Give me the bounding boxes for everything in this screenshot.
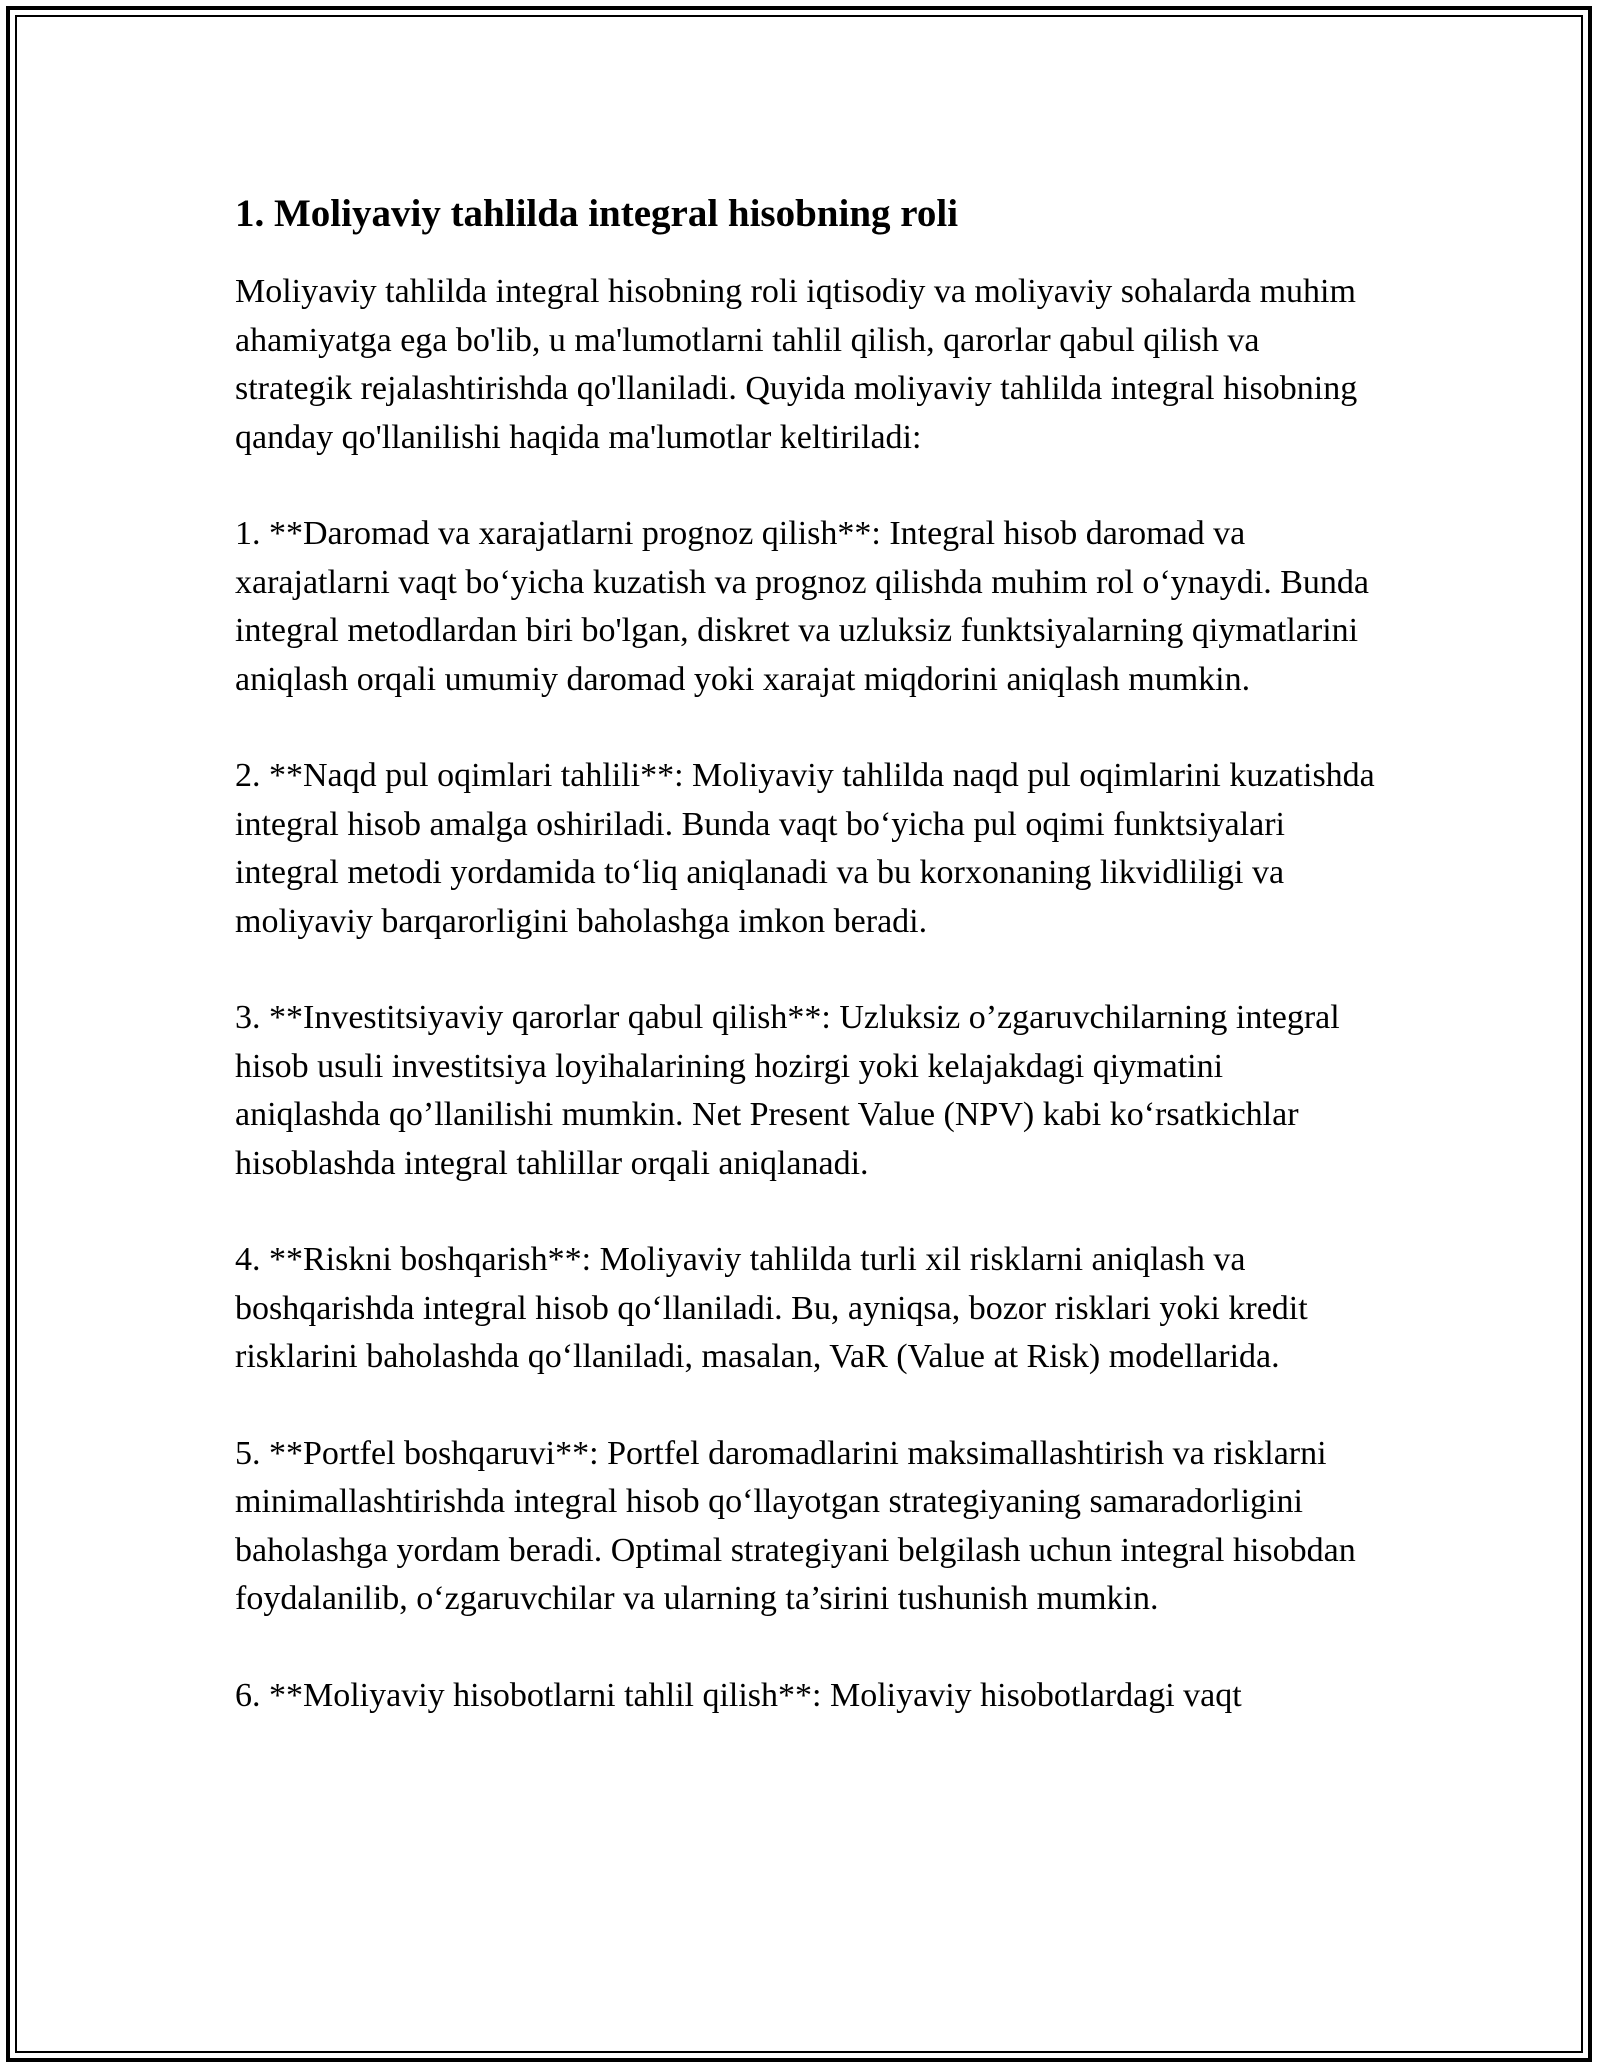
intro-paragraph: Moliyaviy tahlilda integral hisobning roli iqtisodiy va moliyaviy sohalarda muhim ahamiyatga ega bo'lib, u ma'lumotlarni tahlil qilish, qarorlar qabul qilish va strategik rejalashtirishda qo'llaniladi. Quyida moliyaviy tahlilda integral hisobning qanday qo'llanilishi haqida ma'lumotlar keltiriladi: — [235, 273, 1358, 456]
list-item-paragraph: 6. **Moliyaviy hisobotlarni tahlil qilish**: Moliyaviy hisobotlardagi vaqt — [235, 1676, 1242, 1714]
section-heading: 1. Moliyaviy tahlilda integral hisobning roli — [235, 192, 959, 235]
document-body — [235, 188, 1375, 1720]
list-item-paragraph: 5. **Portfel boshqaruvi**: Portfel daromadlarini maksimallashtirish va risklarni minimallashtirishda integral hisob qo‘llayotgan strategiyaning samaradorligini baholashga yordam beradi. Optimal strategiyani belgilash uchun integral hisobdan foydalanilib, o‘zgaruvchilar va ularning ta’sirini tushunish mumkin. — [235, 1434, 1356, 1617]
list-item-paragraph: 1. **Daromad va xarajatlarni prognoz qilish**: Integral hisob daromad va xarajatlarni vaqt bo‘yicha kuzatish va prognoz qilishda muhim rol o‘ynaydi. Bunda integral metodlardan biri bo'lgan, diskret va uzluksiz funktsiyalarning qiymatlarini aniqlash orqali umumiy daromad yoki xarajat miqdorini aniqlash mumkin. — [235, 515, 1369, 698]
list-item-paragraph: 3. **Investitsiyaviy qarorlar qabul qilish**: Uzluksiz o’zgaruvchilarning integral hisob usuli investitsiya loyihalarining hozirgi yoki kelajakdagi qiymatini aniqlashda qo’llanilishi mumkin. Net Present Value (NPV) kabi ko‘rsatkichlar hisoblashda integral tahlillar orqali aniqlanadi. — [235, 999, 1340, 1182]
list-item-paragraph: 2. **Naqd pul oqimlari tahlili**: Moliyaviy tahlilda naqd pul oqimlarini kuzatishda integral hisob amalga oshiriladi. Bunda vaqt bo‘yicha pul oqimi funktsiyalari integral metodi yordamida to‘liq aniqlanadi va bu korxonaning likvidliligi va moliyaviy barqarorligini baholashga imkon beradi. — [235, 757, 1375, 940]
list-item-paragraph: 4. **Riskni boshqarish**: Moliyaviy tahlilda turli xil risklarni aniqlash va boshqarishda integral hisob qo‘llaniladi. Bu, ayniqsa, bozor risklari yoki kredit risklarini baholashda qo‘llaniladi, masalan, VaR (Value at Risk) modellarida. — [235, 1241, 1308, 1375]
